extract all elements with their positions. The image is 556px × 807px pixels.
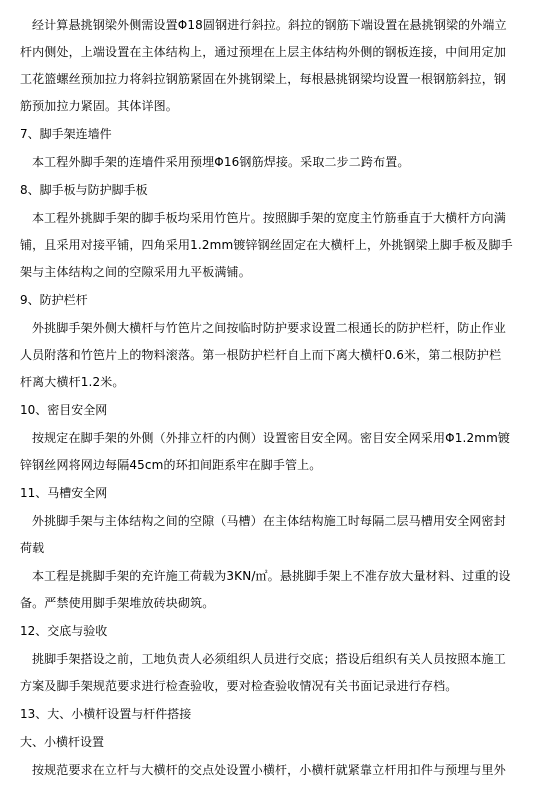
section-heading-trough-net: 11、马槽安全网 — [20, 486, 108, 500]
text-line: 人员附落和竹笆片上的物料滚落。第一根防护栏杆自上而下离大横杆0.6米，第二根防护栏 — [20, 348, 502, 362]
text-line: 备。严禁使用脚手架堆放砖块砌筑。 — [20, 596, 215, 610]
paragraph-wall-ties — [20, 149, 546, 176]
section-heading-scaffold-boards: 8、脚手板与防护脚手板 — [20, 183, 148, 197]
text-line: 按规范要求在立杆与大横杆的交点处设置小横杆，小横杆就紧靠立杆用扣件与预埋与里外 — [32, 763, 506, 777]
text-line: 荷载 — [20, 541, 45, 555]
section-heading-handover: 12、交底与验收 — [20, 624, 108, 638]
paragraph-guardrails — [20, 315, 546, 396]
paragraph-safety-net — [20, 425, 546, 479]
text-line: 筋预加拉力紧固。其体详图。 — [20, 99, 178, 113]
section-heading-guardrails: 9、防护栏杆 — [20, 293, 88, 307]
text-line: 架与主体结构之间的空隙采用九平板满铺。 — [20, 265, 251, 279]
text-line: 经计算悬挑钢梁外侧需设置Φ18圆钢进行斜拉。斜拉的钢筋下端设置在悬挑钢梁的外端立 — [32, 18, 507, 32]
text-line: 挑脚手架搭设之前，工地负责人必须组织人员进行交底；搭设后组织有关人员按照本施工 — [32, 652, 506, 666]
text-line: 外挑脚手架与主体结构之间的空隙（马槽）在主体结构施工时每隔二层马槽用安全网密封 — [32, 514, 506, 528]
subheading-ledgers: 大、小横杆设置 — [20, 735, 105, 749]
text-line: 本工程外挑脚手架的脚手板均采用竹笆片。按照脚手架的宽度主竹筋垂直于大横杆方向满 — [32, 211, 506, 225]
text-line: 方案及脚手架规范要求进行检查验收，要对检查验收情况有关书面记录进行存档。 — [20, 679, 458, 693]
section-heading-wall-ties: 7、脚手架连墙件 — [20, 127, 112, 141]
paragraph-load — [20, 563, 546, 617]
paragraph-scaffold-boards — [20, 205, 546, 286]
text-line: 本工程外脚手架的连墙件采用预埋Φ16钢筋焊接。采取二步二跨布置。 — [32, 155, 410, 169]
section-heading-ledgers: 13、大、小横杆设置与杆件搭接 — [20, 707, 192, 721]
text-line: 杆离大横杆1.2米。 — [20, 375, 125, 389]
text-line: 杆内侧处，上端设置在主体结构上，通过预埋在上层主体结构外侧的钢板连接，中间用定加 — [20, 45, 507, 59]
paragraph-trough-net — [20, 508, 546, 562]
text-line: 按规定在脚手架的外侧（外排立杆的内侧）设置密目安全网。密目安全网采用Φ1.2mm镀 — [32, 431, 511, 445]
text-line: 锌钢丝网将网边每隔45cm的环扣间距系牢在脚手管上。 — [20, 458, 322, 472]
paragraph-ledgers — [20, 757, 546, 784]
text-line: 本工程是挑脚手架的充许施工荷载为3KN/㎡。悬挑脚手架上不准存放大量材料、过重的设 — [32, 569, 511, 583]
paragraph-steel-beam-tie — [20, 12, 546, 120]
section-heading-safety-net: 10、密目安全网 — [20, 403, 108, 417]
text-line: 外挑脚手架外侧大横杆与竹笆片之间按临时防护要求设置二根通长的防护栏杆，防止作业 — [32, 321, 506, 335]
text-line: 铺，且采用对接平铺，四角采用1.2mm镀锌钢丝固定在大横杆上，外挑钢梁上脚手板及脚手 — [20, 238, 513, 252]
paragraph-handover — [20, 646, 546, 700]
text-line: 工花篮螺丝预加拉力将斜拉钢筋紧固在外挑钢梁上，每根悬挑钢梁均设置一根钢筋斜拉，钢 — [20, 72, 507, 86]
